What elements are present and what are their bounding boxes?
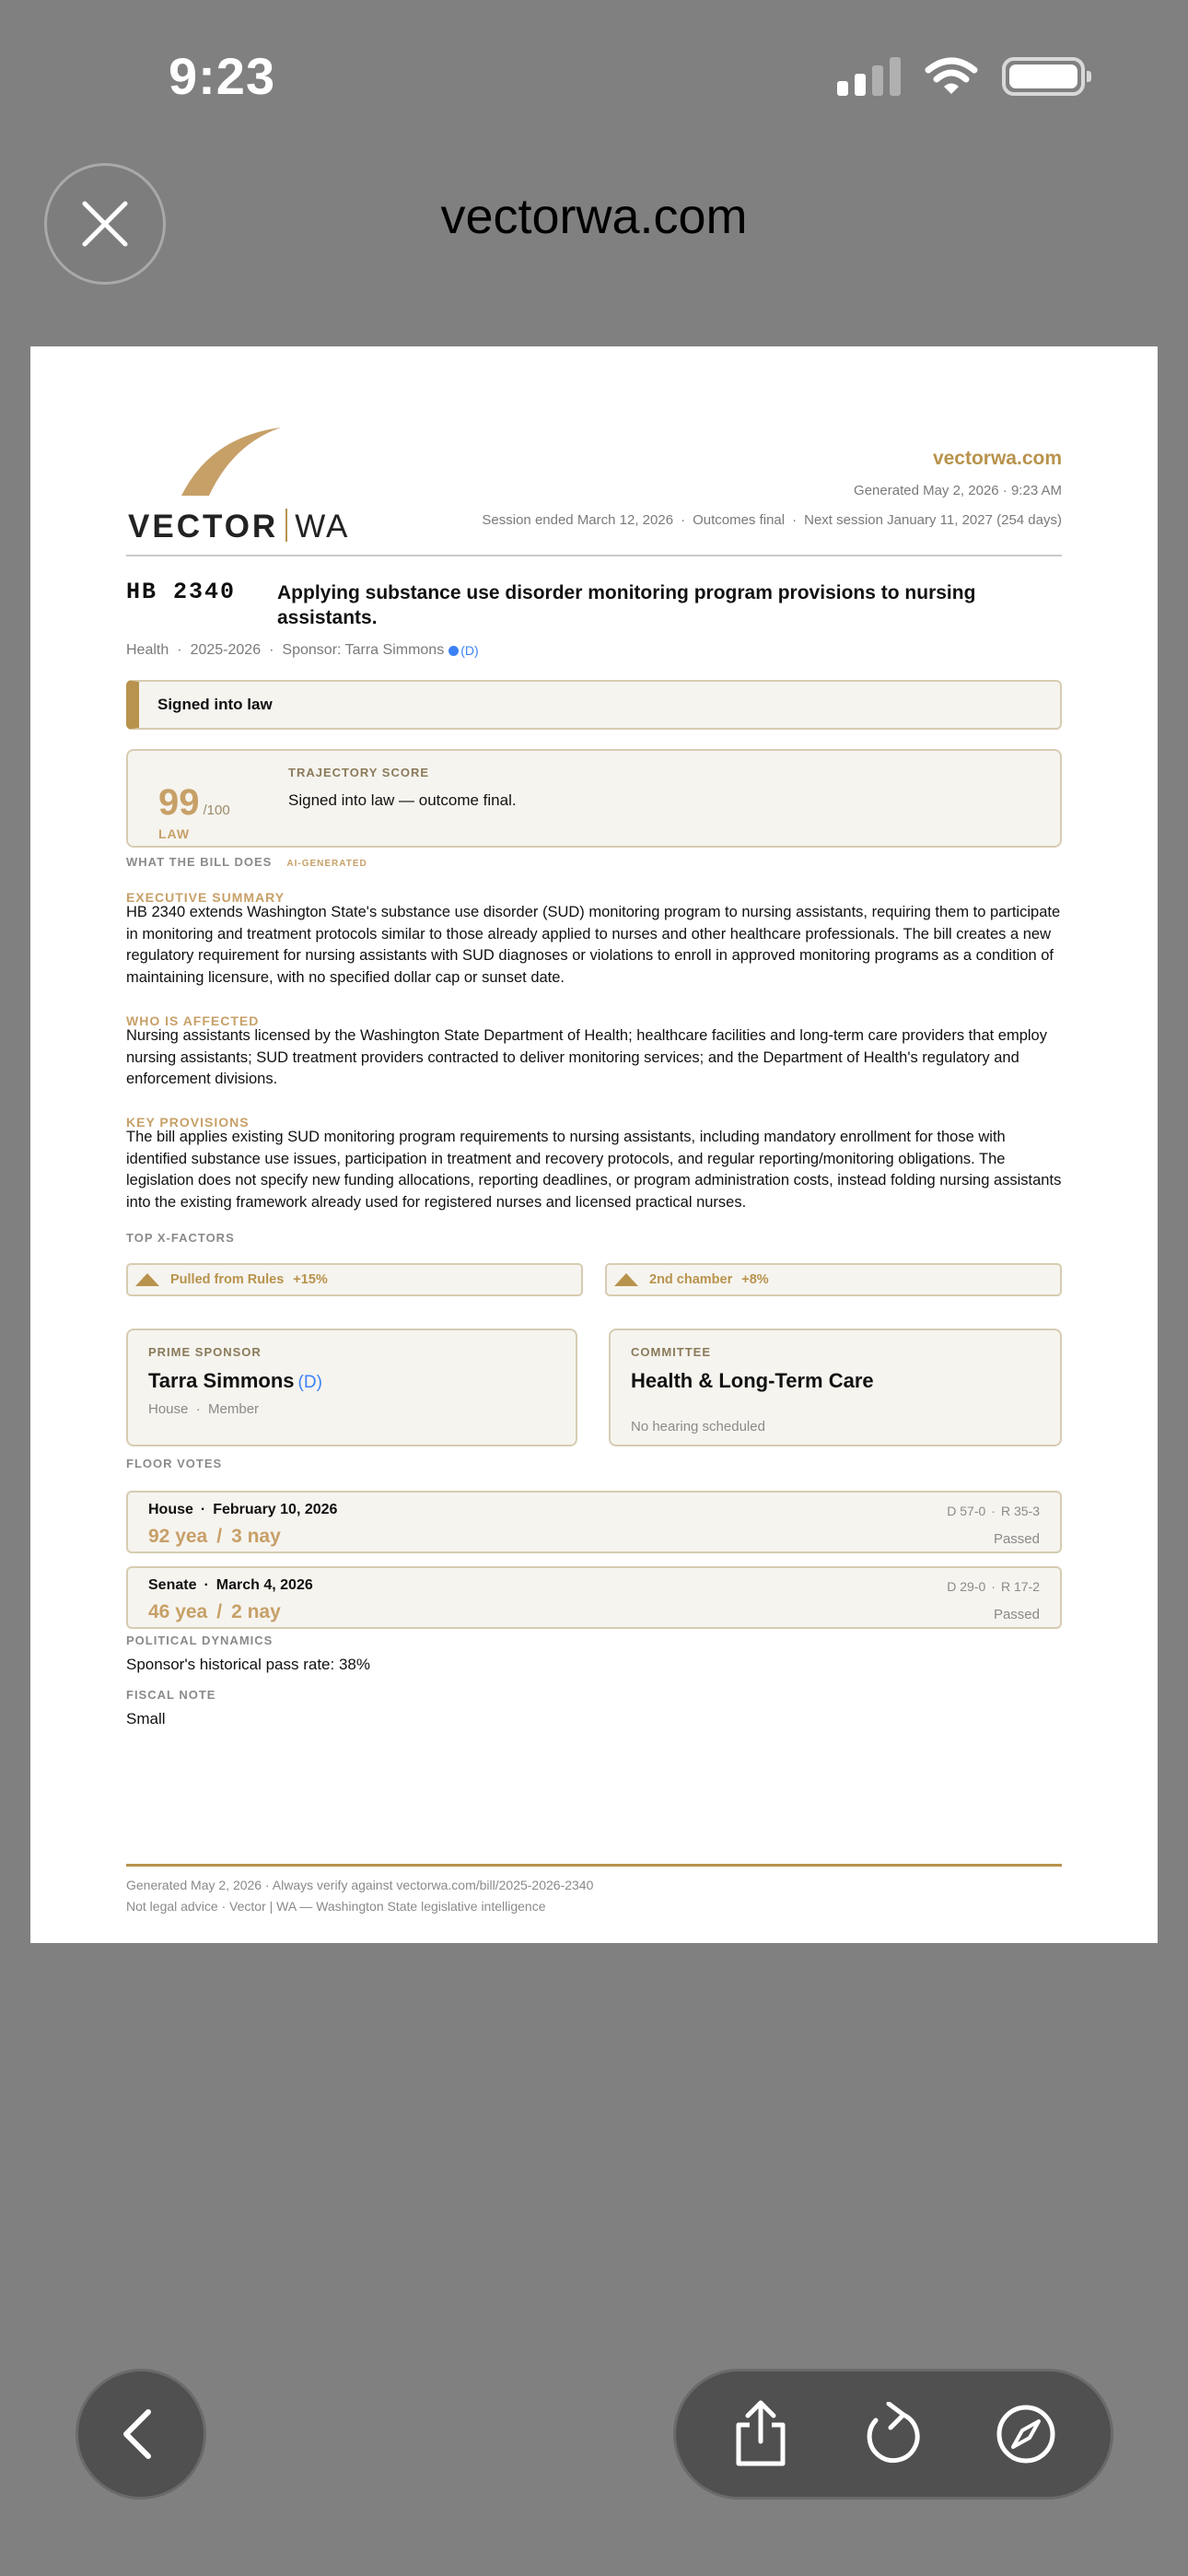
sponsor-name: Tarra Simmons (D) [148,1369,322,1392]
toolbar [673,2369,1113,2500]
x-factor-item: Pulled from Rules +15% [126,1263,583,1296]
generated-timestamp: Generated May 2, 2026 · 9:23 AM [854,483,1062,498]
executive-summary-label: EXECUTIVE SUMMARY [126,890,285,905]
floor-votes-label: FLOOR VOTES [126,1457,223,1470]
floor-vote-row: House · February 10, 2026 92 yea / 3 nay D 57-0 · R 35-3 Passed [126,1491,1062,1553]
document-header-meta [482,448,1062,528]
party-dot-icon [448,646,459,656]
trajectory-card [126,749,1062,848]
share-button[interactable] [715,2388,807,2480]
key-provisions-label: KEY PROVISIONS [126,1115,250,1130]
wifi-icon [925,57,978,96]
fiscal-note-label: FISCAL NOTE [126,1688,216,1702]
footer-line: Not legal advice · Vector | WA — Washington State legislative intelligence [126,1899,546,1914]
what-bill-does-label: WHAT THE BILL DOES AI-GENERATED [126,855,367,869]
logo-wordmark: VECTOR WA [128,509,350,544]
session-info: Session ended March 12, 2026 · Outcomes final · Next session January 11, 2027 (254 days) [482,512,1062,528]
signal-icon [837,57,901,96]
footer-line: Generated May 2, 2026 · Always verify against vectorwa.com/bill/2025-2026-2340 [126,1878,594,1892]
footer-divider [126,1864,1062,1867]
political-dynamics-label: POLITICAL DYNAMICS [126,1633,274,1647]
committee-name: Health & Long-Term Care [631,1369,874,1392]
page-title: vectorwa.com [440,189,748,244]
x-factors-label: TOP X-FACTORS [126,1231,235,1245]
bill-title: Applying substance use disorder monitoring program provisions to nursing assistants. [277,582,976,628]
committee-hearing: No hearing scheduled [631,1419,765,1434]
sponsor-role: House · Member [148,1401,260,1417]
open-in-browser-button[interactable] [980,2388,1072,2480]
political-dynamics-text: Sponsor's historical pass rate: 38% [126,1656,370,1673]
bill-meta: Health · 2025-2026 · Sponsor: Tarra Simmons (D) [126,642,479,658]
battery-icon [1002,57,1085,96]
chevron-left-icon [113,2406,169,2462]
triangle-up-icon [614,1273,638,1286]
trajectory-score: 99 /100 [158,782,230,823]
back-button[interactable] [76,2369,206,2500]
document-site: vectorwa.com [932,448,1062,469]
floor-vote-row: Senate · March 4, 2026 46 yea / 2 nay D 29-0 · R 17-2 Passed [126,1566,1062,1629]
status-time: 9:23 [169,47,276,105]
compass-icon [995,2403,1057,2465]
trajectory-heading: TRAJECTORY SCORE [288,766,430,779]
status-badge: Signed into law [126,680,1062,730]
committee-card: COMMITTEE Health & Long-Term Care No hearing scheduled [609,1329,1062,1446]
divider [126,555,1062,556]
triangle-up-icon [135,1273,159,1286]
who-affected-text: Nursing assistants licensed by the Washington State Department of Health; healthcare facilities and long-term care providers that employ nursing assistants; SUD treatment providers contracted to deliver monitoring services; and the Department of Health's regulatory and enforcement divisions. [126,1027,1047,1087]
who-affected-label: WHO IS AFFECTED [126,1013,260,1028]
reload-icon [863,2402,924,2466]
fiscal-note-text: Small [126,1710,166,1727]
document-preview[interactable] [30,346,1158,1943]
trajectory-score-label: LAW [158,826,191,841]
key-provisions-text: The bill applies existing SUD monitoring program requirements to nursing assistants, including mandatory enrollment for those with identified substance use issues, participation in treatment and recovery protocols, and regular reporting/monitoring obligations. The legislation does not specify new funding allocations, reporting deadlines, or program administration costs, instead folding nursing assistants into the existing framework already used for registered nurses and licensed practical nurses. [126,1129,1062,1211]
reload-button[interactable] [847,2388,939,2480]
x-factor-item: 2nd chamber +8% [605,1263,1062,1296]
bill-number: HB 2340 [126,579,237,605]
status-icons [837,57,1085,96]
executive-summary-text: HB 2340 extends Washington State's substance use disorder (SUD) monitoring program to nursing assistants, requiring them to participate in monitoring and treatment protocols similar to those already applied to nurses and other healthcare professionals. The bill creates a new regulatory requirement for nursing assistants with SUD diagnoses or violations to enroll in approved monitoring programs as a condition of maintaining licensure, with no specified dollar cap or sunset date. [126,904,1061,986]
trajectory-text: Signed into law — outcome final. [288,791,517,809]
share-icon [731,2399,790,2469]
prime-sponsor-card: PRIME SPONSOR Tarra Simmons (D) House · Member [126,1329,577,1446]
